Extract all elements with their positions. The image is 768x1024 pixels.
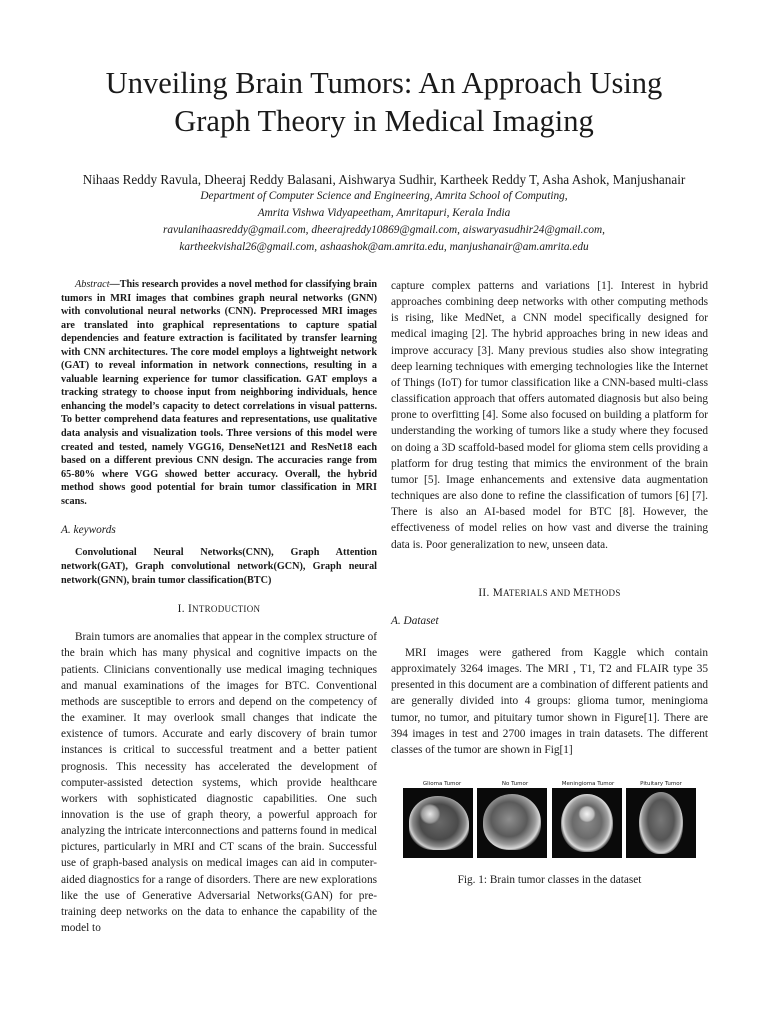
mri-image-meningioma (552, 788, 622, 858)
mri-image-no-tumor (477, 788, 547, 858)
abstract-label: Abstract (75, 279, 110, 290)
section-heading-methods (391, 585, 708, 601)
section-title-part: M (572, 586, 584, 599)
affiliation-line: Amrita Vishwa Vidyapeetham, Amritapuri, Kerala India (257, 207, 511, 219)
section-number: II. M (478, 586, 504, 599)
figure-label-meningioma: Meningioma Tumor (561, 781, 615, 788)
section-title-part: ETHODS (583, 587, 621, 598)
abstract (61, 278, 377, 508)
affiliation-block (40, 188, 728, 256)
figure-1 (391, 776, 708, 888)
affiliation-line: Department of Computer Science and Engineering, Amrita School of Computing, (200, 190, 568, 202)
section-number: I. I (177, 603, 193, 616)
section-title-part: ATERIALS AND (503, 587, 573, 598)
email-line: ravulanihaasreddy@gmail.com, dheerajreddy10869@gmail.com, aiswaryasudhir24@gmail.com, (162, 224, 605, 236)
figure-label-glioma: Glioma Tumor (422, 781, 462, 788)
dataset-heading: A. Dataset (391, 614, 439, 627)
title-line-1: Unveiling Brain Tumors: An Approach Using (105, 66, 663, 100)
figure-images (391, 788, 708, 858)
mri-image-glioma (403, 788, 473, 858)
mri-image-pituitary (626, 788, 696, 858)
right-column (391, 278, 708, 888)
paper-title (60, 64, 708, 140)
keywords-text: Convolutional Neural Networks(CNN), Graph Attention network(GAT), Graph convolutional network(GCN), Graph neural network(GNN), brain tumor classification(BTC) (61, 547, 377, 586)
figure-caption: Fig. 1: Brain tumor classes in the dataset (457, 874, 642, 887)
dataset-paragraph: MRI images were gathered from Kaggle which contain approximately 3264 images. The MRI , T1, T2 and FLAIR type 35 presented in this document are a combination of different patients and are generally divided into 4 groups: glioma tumor, meningioma tumor, no tumor, and pituitary tumor shown in Figure[1]. There are 394 images in test and 2700 images in train datasets. The different classes of the tumor are shown in Fig[1] (391, 646, 708, 756)
email-line: kartheekvishal26@gmail.com, ashaashok@am.amrita.edu, manjushanair@am.amrita.edu (179, 241, 589, 253)
section-heading-introduction (61, 601, 377, 617)
left-column (61, 278, 377, 936)
abstract-text: —This research provides a novel method for classifying brain tumors in MRI images that combines graph neural networks (GNN) with convolutional neural networks (CNN). Preprocessed MRI images are translated into graphical representations to capture spatial dependencies and feature extraction is facilitated by transfer learning with CNN architectures. The core model employs a lightweight network (GAT) to reveal information in network connections, resulting in a valuable learning experience for tumor classification. GAT employs a tracking strategy to choose input from neighboring individuals, hence enhancing the model’s capacity to detect correlations in visual patterns. To better comprehend data features and representations, use qualitative data analysis and visualization tools. Three versions of this model were created and tested, namely VGG16, DenseNet121 and ResNet18 each based on a different previous CNN design. The accuracies range from 65-80% where VGG showed better accuracy. Overall, the hybrid method shows good potential for brain tumor classification in MRI scans. (61, 279, 377, 507)
figure-label-pituitary: Pituitary Tumor (640, 781, 682, 788)
introduction-paragraph: Brain tumors are anomalies that appear in the complex structure of the brain which has many physical and cognitive impacts on the patients. Clinicians conventionally use medical imaging techniques and manual examinations of the images for BTC. Conventional methods are susceptible to errors and depend on the competency of the examiner. It may overlook small changes that indicate the existence of tumors. Accurate and early discovery of brain tumor instances is critical to successful treatment and a better patient prognosis. This necessity has accelerated the development of computer-assisted detection systems, which provide healthcare workers with sophisticated diagnostic capabilities. One such innovation is the use of graph theory, a powerful approach for analyzing the intricate interconnections and patterns found in medical pictures, particularly in MRI and CT scans of the brain. Successful use of graph-based analysis on medical images can aid in computer-aided diagnostics for a range of disorders. There are new explorations like the use of Generative Adversarial Networks(GAN) for pre-training deep networks on the data to enhance the capability of the model to (61, 631, 377, 935)
author-list: Nihaas Reddy Ravula, Dheeraj Reddy Balasani, Aishwarya Sudhir, Kartheek Reddy T, Asha Ashok, Manjushanair (82, 172, 686, 187)
keywords-heading: A. keywords (61, 524, 116, 537)
figure-labels (391, 776, 708, 786)
figure-label-no-tumor: No Tumor (501, 781, 529, 788)
continuation-paragraph: capture complex patterns and variations [1]. Interest in hybrid approaches combining deep networks with other computing methods is rising, like MedNet, a CNN model specifically designed for medical imaging [2]. The hybrid approaches bring in new ideas and improve accuracy [3]. Many previous studies also show integrating deep learning techniques with emerging technologies like the Internet of Things (IoT) for tumor classification like a CNN-based multi-class classification approach that offers automated diagnosis but also being prone to overfitting [4]. Some also focused on building a platform for understanding the working of tumors like a study where they focused on doing a 3D scaffold-based model for glioma stem cells providing a platform for drug testing that mimics the environment of the brain tumor [5]. Image enhancements and extensive data augmentation techniques are also done to refine the classification of tumors [6] [7]. There is also an AI-based model for BTC [8]. However, the effectiveness of model relies on how vast and diverse the training data is. Poor generalization to new, unseen data. (391, 280, 708, 551)
title-line-2: Graph Theory in Medical Imaging (174, 104, 594, 138)
section-title: NTRODUCTION (192, 604, 261, 615)
